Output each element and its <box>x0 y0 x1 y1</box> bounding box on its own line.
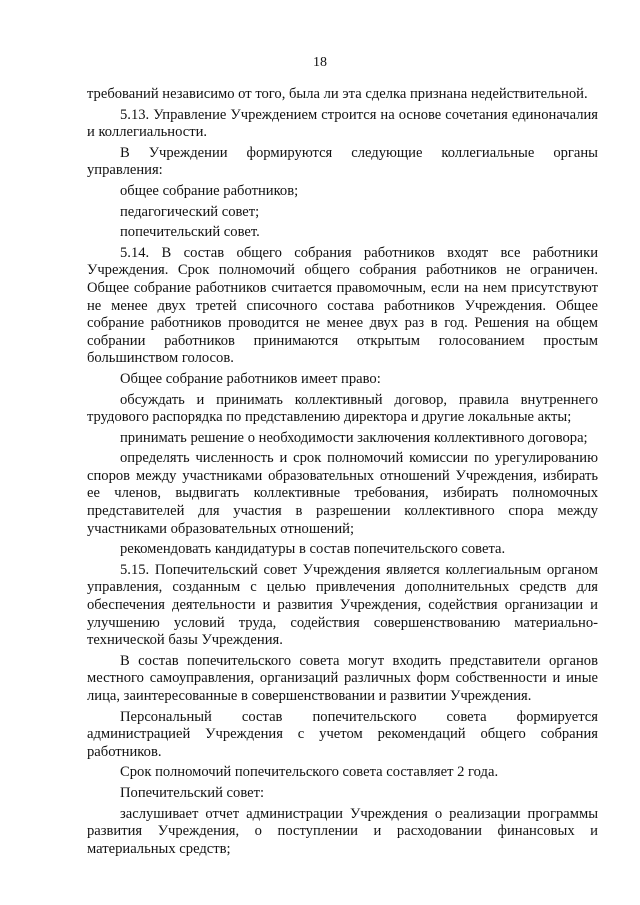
paragraph-5-14: 5.14. В состав общего собрания работников входят все работники Учреждения. Срок полномочий общего собрания работников не ограничен. Общее собрание работников считается правомочным, если на нем присутствуют не менее двух третей списочного состава работников Учреждения. Общее собрание работников проводится не менее двух раз в год. Решения на общем собрании работников принимаются открытым голосованием простым большинством голосов. <box>87 244 598 367</box>
list-item-agreement-decision: принимать решение о необходимости заключения коллективного договора; <box>120 429 588 446</box>
paragraph-continuation: требований независимо от того, была ли эта сделка признана недействительной. <box>87 86 588 102</box>
list-item-hears-report: заслушивает отчет администрации Учреждения о реализации программы развития Учреждения, о поступлении и расходовании финансовых и материальных средств; <box>87 805 598 857</box>
list-item-pedagogical-council: педагогический совет; <box>120 203 260 220</box>
paragraph-5-15: 5.15. Попечительский совет Учреждения является коллегиальным органом управления, созданным с целью привлечения дополнительных средств для обеспечения деятельности и развития Учреждения, содействия организации и улучшению условий труда, содействия совершенствованию материально-технической базы Учреждения. <box>87 561 598 649</box>
paragraph-board-formation: Персональный состав попечительского совета формируется администрацией Учреждения с учетом рекомендаций общего собрания работников. <box>87 708 598 760</box>
paragraph-5-13: 5.13. Управление Учреждением строится на основе сочетания единоначалия и коллегиальности. <box>87 106 598 141</box>
paragraph-board-functions-intro: Попечительский совет: <box>120 784 265 801</box>
list-item-general-meeting: общее собрание работников; <box>120 182 299 199</box>
paragraph-board-term: Срок полномочий попечительского совета составляет 2 года. <box>120 764 499 781</box>
paragraph-board-composition: В состав попечительского совета могут входить представители органов местного самоуправления, организаций различных форм собственности и иные лица, заинтересованные в совершенствовании и развитии Учреждения. <box>87 652 598 704</box>
list-item-recommend-candidates: рекомендовать кандидатуры в состав попечительского совета. <box>120 541 506 558</box>
list-item-board-of-trustees: попечительский совет. <box>120 224 260 241</box>
paragraph-meeting-rights-intro: Общее собрание работников имеет право: <box>120 370 381 387</box>
page-number: 18 <box>313 55 327 70</box>
document-body <box>87 86 598 861</box>
paragraph-collegial-bodies-intro: В Учреждении формируются следующие коллегиальные органы управления: <box>87 144 598 179</box>
list-item-collective-agreement: обсуждать и принимать коллективный договор, правила внутреннего трудового распорядка по представлению директора и другие локальные акты; <box>87 391 598 426</box>
list-item-dispute-commission: определять численность и срок полномочий комиссии по урегулированию споров между участниками образовательных отношений Учреждения, избирать ее членов, выдвигать коллективные требования, избирать полномочных представителей для участия в разрешении коллективного спора между участниками образовательных отношений; <box>87 450 598 537</box>
